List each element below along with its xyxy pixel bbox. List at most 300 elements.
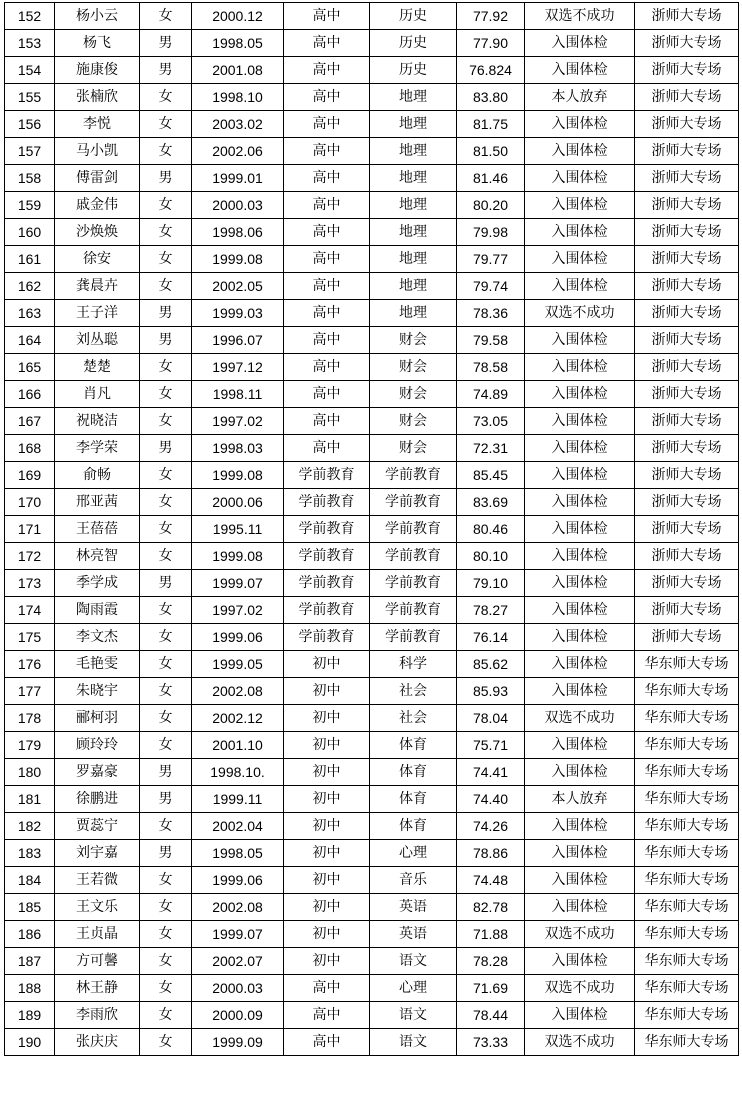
result-status-cell: 入围体检 [525,543,635,570]
table-row [5,840,739,867]
birth-date-cell: 2000.06 [192,489,284,516]
result-status-cell: 双选不成功 [525,300,635,327]
school-stage-cell: 初中 [284,651,370,678]
subject-cell: 心理 [370,975,457,1002]
recruitment-venue-cell: 华东师大专场 [635,840,739,867]
table-row [5,786,739,813]
gender-cell: 男 [140,786,192,813]
result-status-cell: 双选不成功 [525,1029,635,1056]
recruitment-venue-cell: 华东师大专场 [635,651,739,678]
gender-cell: 女 [140,651,192,678]
row-number-cell: 184 [5,867,55,894]
school-stage-cell: 初中 [284,705,370,732]
school-stage-cell: 学前教育 [284,624,370,651]
candidate-name-cell: 戚金伟 [55,192,140,219]
subject-cell: 历史 [370,3,457,30]
birth-date-cell: 1999.03 [192,300,284,327]
recruitment-venue-cell: 浙师大专场 [635,300,739,327]
row-number-cell: 158 [5,165,55,192]
candidate-name-cell: 罗嘉豪 [55,759,140,786]
school-stage-cell: 学前教育 [284,462,370,489]
table-row [5,678,739,705]
row-number-cell: 172 [5,543,55,570]
table-row [5,327,739,354]
recruitment-venue-cell: 浙师大专场 [635,192,739,219]
score-cell: 73.05 [457,408,525,435]
subject-cell: 语文 [370,1029,457,1056]
result-status-cell: 入围体检 [525,246,635,273]
school-stage-cell: 高中 [284,3,370,30]
recruitment-venue-cell: 华东师大专场 [635,759,739,786]
row-number-cell: 166 [5,381,55,408]
table-row [5,624,739,651]
subject-cell: 体育 [370,786,457,813]
subject-cell: 历史 [370,57,457,84]
table-row [5,705,739,732]
table-row [5,192,739,219]
subject-cell: 地理 [370,138,457,165]
result-status-cell: 入围体检 [525,1002,635,1029]
recruitment-venue-cell: 华东师大专场 [635,921,739,948]
recruitment-venue-cell: 浙师大专场 [635,84,739,111]
candidate-name-cell: 陶雨霞 [55,597,140,624]
table-row [5,381,739,408]
birth-date-cell: 1997.12 [192,354,284,381]
table-row [5,408,739,435]
row-number-cell: 179 [5,732,55,759]
table-row [5,57,739,84]
birth-date-cell: 2000.03 [192,192,284,219]
candidate-name-cell: 李悦 [55,111,140,138]
score-cell: 71.69 [457,975,525,1002]
candidate-name-cell: 林王静 [55,975,140,1002]
result-status-cell: 入围体检 [525,489,635,516]
birth-date-cell: 2000.03 [192,975,284,1002]
row-number-cell: 168 [5,435,55,462]
score-cell: 83.80 [457,84,525,111]
candidate-name-cell: 季学成 [55,570,140,597]
result-status-cell: 双选不成功 [525,705,635,732]
school-stage-cell: 高中 [284,435,370,462]
subject-cell: 学前教育 [370,597,457,624]
score-cell: 82.78 [457,894,525,921]
table-row [5,975,739,1002]
score-cell: 81.50 [457,138,525,165]
candidate-name-cell: 傅雷剑 [55,165,140,192]
result-status-cell: 入围体检 [525,192,635,219]
score-cell: 78.86 [457,840,525,867]
birth-date-cell: 2002.04 [192,813,284,840]
subject-cell: 体育 [370,732,457,759]
birth-date-cell: 2000.09 [192,1002,284,1029]
table-row [5,138,739,165]
row-number-cell: 181 [5,786,55,813]
table-row [5,219,739,246]
gender-cell: 男 [140,435,192,462]
table-row [5,894,739,921]
table-row [5,759,739,786]
birth-date-cell: 2001.08 [192,57,284,84]
candidate-name-cell: 李学荣 [55,435,140,462]
recruitment-venue-cell: 浙师大专场 [635,354,739,381]
subject-cell: 学前教育 [370,624,457,651]
table-row [5,570,739,597]
school-stage-cell: 高中 [284,111,370,138]
subject-cell: 学前教育 [370,570,457,597]
subject-cell: 地理 [370,111,457,138]
gender-cell: 女 [140,138,192,165]
candidate-name-cell: 杨飞 [55,30,140,57]
gender-cell: 女 [140,867,192,894]
table-row [5,597,739,624]
birth-date-cell: 1998.05 [192,840,284,867]
birth-date-cell: 1999.09 [192,1029,284,1056]
subject-cell: 历史 [370,30,457,57]
recruitment-venue-cell: 浙师大专场 [635,624,739,651]
birth-date-cell: 1999.07 [192,570,284,597]
row-number-cell: 188 [5,975,55,1002]
recruitment-venue-cell: 浙师大专场 [635,111,739,138]
gender-cell: 女 [140,543,192,570]
candidate-name-cell: 李雨欣 [55,1002,140,1029]
row-number-cell: 156 [5,111,55,138]
recruitment-venue-cell: 浙师大专场 [635,219,739,246]
result-status-cell: 入围体检 [525,354,635,381]
gender-cell: 女 [140,462,192,489]
row-number-cell: 176 [5,651,55,678]
birth-date-cell: 2001.10 [192,732,284,759]
school-stage-cell: 高中 [284,138,370,165]
score-cell: 81.46 [457,165,525,192]
table-row [5,435,739,462]
table-row [5,516,739,543]
result-status-cell: 入围体检 [525,678,635,705]
subject-cell: 地理 [370,273,457,300]
score-cell: 74.41 [457,759,525,786]
score-cell: 74.89 [457,381,525,408]
gender-cell: 女 [140,84,192,111]
birth-date-cell: 1999.08 [192,246,284,273]
school-stage-cell: 学前教育 [284,570,370,597]
gender-cell: 女 [140,1002,192,1029]
recruitment-venue-cell: 浙师大专场 [635,435,739,462]
row-number-cell: 189 [5,1002,55,1029]
result-status-cell: 入围体检 [525,381,635,408]
recruitment-venue-cell: 浙师大专场 [635,570,739,597]
birth-date-cell: 1998.11 [192,381,284,408]
row-number-cell: 167 [5,408,55,435]
gender-cell: 女 [140,1029,192,1056]
school-stage-cell: 学前教育 [284,516,370,543]
score-cell: 74.26 [457,813,525,840]
candidate-name-cell: 马小凯 [55,138,140,165]
subject-cell: 体育 [370,813,457,840]
table-row [5,921,739,948]
subject-cell: 学前教育 [370,543,457,570]
table-row [5,651,739,678]
table-row [5,354,739,381]
school-stage-cell: 高中 [284,300,370,327]
recruitment-venue-cell: 华东师大专场 [635,786,739,813]
result-status-cell: 入围体检 [525,30,635,57]
candidate-name-cell: 张楠欣 [55,84,140,111]
gender-cell: 女 [140,3,192,30]
school-stage-cell: 初中 [284,732,370,759]
row-number-cell: 173 [5,570,55,597]
birth-date-cell: 1999.05 [192,651,284,678]
row-number-cell: 174 [5,597,55,624]
recruitment-venue-cell: 华东师大专场 [635,975,739,1002]
birth-date-cell: 2003.02 [192,111,284,138]
row-number-cell: 190 [5,1029,55,1056]
gender-cell: 女 [140,732,192,759]
score-cell: 85.62 [457,651,525,678]
recruitment-venue-cell: 浙师大专场 [635,408,739,435]
subject-cell: 地理 [370,192,457,219]
score-cell: 81.75 [457,111,525,138]
candidate-name-cell: 贾蕊宁 [55,813,140,840]
school-stage-cell: 高中 [284,273,370,300]
school-stage-cell: 学前教育 [284,543,370,570]
gender-cell: 女 [140,975,192,1002]
subject-cell: 学前教育 [370,516,457,543]
score-cell: 76.14 [457,624,525,651]
row-number-cell: 160 [5,219,55,246]
result-status-cell: 入围体检 [525,219,635,246]
score-cell: 79.77 [457,246,525,273]
result-status-cell: 本人放弃 [525,84,635,111]
recruitment-venue-cell: 浙师大专场 [635,57,739,84]
subject-cell: 地理 [370,246,457,273]
result-status-cell: 入围体检 [525,516,635,543]
table-row [5,1002,739,1029]
recruitment-venue-cell: 浙师大专场 [635,138,739,165]
subject-cell: 体育 [370,759,457,786]
school-stage-cell: 高中 [284,57,370,84]
school-stage-cell: 初中 [284,867,370,894]
table-row [5,543,739,570]
school-stage-cell: 初中 [284,921,370,948]
score-cell: 74.48 [457,867,525,894]
candidate-name-cell: 祝晓洁 [55,408,140,435]
birth-date-cell: 1998.03 [192,435,284,462]
table-row [5,732,739,759]
birth-date-cell: 1999.08 [192,543,284,570]
school-stage-cell: 高中 [284,408,370,435]
recruitment-venue-cell: 浙师大专场 [635,516,739,543]
recruitment-venue-cell: 浙师大专场 [635,543,739,570]
table-row [5,273,739,300]
candidate-name-cell: 徐安 [55,246,140,273]
birth-date-cell: 1999.06 [192,867,284,894]
birth-date-cell: 1999.07 [192,921,284,948]
table-body [5,3,739,1056]
birth-date-cell: 1999.11 [192,786,284,813]
recruitment-venue-cell: 华东师大专场 [635,894,739,921]
recruitment-venue-cell: 华东师大专场 [635,813,739,840]
subject-cell: 科学 [370,651,457,678]
candidate-name-cell: 林亮智 [55,543,140,570]
subject-cell: 地理 [370,219,457,246]
result-status-cell: 入围体检 [525,948,635,975]
gender-cell: 男 [140,840,192,867]
gender-cell: 女 [140,219,192,246]
gender-cell: 女 [140,354,192,381]
result-status-cell: 双选不成功 [525,3,635,30]
candidate-name-cell: 李文杰 [55,624,140,651]
candidate-name-cell: 王蓓蓓 [55,516,140,543]
row-number-cell: 180 [5,759,55,786]
candidate-name-cell: 沙焕焕 [55,219,140,246]
table-row [5,300,739,327]
row-number-cell: 182 [5,813,55,840]
table-row [5,948,739,975]
score-cell: 80.10 [457,543,525,570]
gender-cell: 女 [140,678,192,705]
gender-cell: 女 [140,516,192,543]
recruitment-venue-cell: 华东师大专场 [635,732,739,759]
candidate-name-cell: 施康俊 [55,57,140,84]
birth-date-cell: 2000.12 [192,3,284,30]
recruitment-venue-cell: 浙师大专场 [635,273,739,300]
school-stage-cell: 高中 [284,192,370,219]
subject-cell: 地理 [370,165,457,192]
birth-date-cell: 1997.02 [192,408,284,435]
recruitment-venue-cell: 浙师大专场 [635,246,739,273]
birth-date-cell: 2002.05 [192,273,284,300]
table-row [5,3,739,30]
recruitment-venue-cell: 华东师大专场 [635,1002,739,1029]
candidate-name-cell: 楚楚 [55,354,140,381]
recruitment-venue-cell: 浙师大专场 [635,327,739,354]
result-status-cell: 入围体检 [525,651,635,678]
score-cell: 78.36 [457,300,525,327]
school-stage-cell: 初中 [284,813,370,840]
recruitment-venue-cell: 浙师大专场 [635,30,739,57]
school-stage-cell: 高中 [284,354,370,381]
school-stage-cell: 高中 [284,84,370,111]
gender-cell: 男 [140,570,192,597]
row-number-cell: 178 [5,705,55,732]
subject-cell: 财会 [370,408,457,435]
candidate-name-cell: 俞畅 [55,462,140,489]
result-status-cell: 入围体检 [525,840,635,867]
recruitment-venue-cell: 华东师大专场 [635,1029,739,1056]
score-cell: 79.98 [457,219,525,246]
result-status-cell: 双选不成功 [525,921,635,948]
candidate-name-cell: 龚晨卉 [55,273,140,300]
score-cell: 83.69 [457,489,525,516]
result-status-cell: 入围体检 [525,435,635,462]
subject-cell: 心理 [370,840,457,867]
candidate-name-cell: 朱晓宇 [55,678,140,705]
school-stage-cell: 初中 [284,759,370,786]
row-number-cell: 183 [5,840,55,867]
result-status-cell: 入围体检 [525,165,635,192]
recruitment-venue-cell: 浙师大专场 [635,165,739,192]
row-number-cell: 152 [5,3,55,30]
gender-cell: 女 [140,948,192,975]
birth-date-cell: 1999.06 [192,624,284,651]
candidate-name-cell: 方可馨 [55,948,140,975]
gender-cell: 男 [140,327,192,354]
result-status-cell: 入围体检 [525,327,635,354]
score-cell: 85.45 [457,462,525,489]
school-stage-cell: 学前教育 [284,597,370,624]
birth-date-cell: 1998.10 [192,84,284,111]
row-number-cell: 153 [5,30,55,57]
subject-cell: 财会 [370,381,457,408]
gender-cell: 女 [140,408,192,435]
table-row [5,246,739,273]
score-cell: 75.71 [457,732,525,759]
row-number-cell: 159 [5,192,55,219]
row-number-cell: 169 [5,462,55,489]
birth-date-cell: 2002.06 [192,138,284,165]
row-number-cell: 154 [5,57,55,84]
row-number-cell: 171 [5,516,55,543]
result-status-cell: 入围体检 [525,570,635,597]
score-cell: 78.58 [457,354,525,381]
results-table [4,2,739,1056]
table-row [5,813,739,840]
result-status-cell: 入围体检 [525,894,635,921]
row-number-cell: 161 [5,246,55,273]
table-row [5,84,739,111]
result-status-cell: 入围体检 [525,624,635,651]
gender-cell: 女 [140,624,192,651]
birth-date-cell: 1998.06 [192,219,284,246]
subject-cell: 音乐 [370,867,457,894]
candidate-name-cell: 肖凡 [55,381,140,408]
recruitment-venue-cell: 华东师大专场 [635,867,739,894]
table-row [5,1029,739,1056]
row-number-cell: 157 [5,138,55,165]
birth-date-cell: 2002.08 [192,894,284,921]
recruitment-venue-cell: 浙师大专场 [635,489,739,516]
score-cell: 74.40 [457,786,525,813]
score-cell: 85.93 [457,678,525,705]
result-status-cell: 入围体检 [525,813,635,840]
subject-cell: 语文 [370,1002,457,1029]
school-stage-cell: 高中 [284,219,370,246]
score-cell: 78.04 [457,705,525,732]
gender-cell: 女 [140,273,192,300]
subject-cell: 财会 [370,435,457,462]
score-cell: 71.88 [457,921,525,948]
table-row [5,462,739,489]
birth-date-cell: 2002.12 [192,705,284,732]
birth-date-cell: 1995.11 [192,516,284,543]
row-number-cell: 165 [5,354,55,381]
gender-cell: 女 [140,489,192,516]
subject-cell: 英语 [370,894,457,921]
score-cell: 77.92 [457,3,525,30]
subject-cell: 财会 [370,327,457,354]
gender-cell: 女 [140,192,192,219]
school-stage-cell: 高中 [284,246,370,273]
row-number-cell: 163 [5,300,55,327]
birth-date-cell: 1999.01 [192,165,284,192]
result-status-cell: 入围体检 [525,597,635,624]
candidate-name-cell: 毛艳雯 [55,651,140,678]
score-cell: 72.31 [457,435,525,462]
recruitment-venue-cell: 华东师大专场 [635,705,739,732]
birth-date-cell: 1998.10. [192,759,284,786]
recruitment-venue-cell: 浙师大专场 [635,462,739,489]
candidate-name-cell: 王子洋 [55,300,140,327]
row-number-cell: 175 [5,624,55,651]
